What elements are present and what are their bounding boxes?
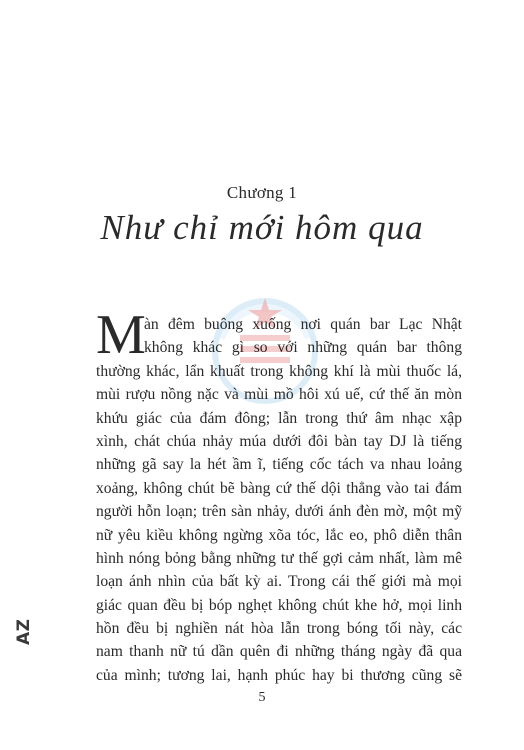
- text-line: của mình; tương lai, hạnh phúc hay bi thương cũng sẽ: [96, 666, 462, 684]
- text-line: àn đêm buông xuống nơi quán bar Lạc Nhật: [144, 316, 462, 333]
- text-line: hồn đều bị nghiền nát hòa lẫn trong bóng tối này, các: [96, 620, 462, 638]
- chapter-title: Như chỉ mới hôm qua: [100, 208, 424, 247]
- text-line: hình nóng bỏng bằng những tư thế gợi cảm nhất, làm mê: [96, 549, 462, 567]
- page-number: 5: [258, 690, 266, 705]
- body-paragraph: [96, 313, 462, 687]
- text-line: nữ yêu kiều không ngừng xõa tóc, lắc eo, phô diễn thân: [96, 526, 462, 544]
- text-line: thường khác, lẩn khuất trong không khí là mùi thuốc lá,: [96, 362, 462, 380]
- text-line: những gã say la hét ầm ĩ, tiếng cốc tách va nhau loảng: [96, 456, 462, 474]
- text-line: nam thanh nữ tú dần quên đi những tháng ngày đã qua: [96, 643, 462, 661]
- text-line: người hỗn loạn; trên sàn nhảy, dưới ánh đèn mờ, một mỹ: [96, 503, 462, 521]
- text-line: loạn ánh nhìn của bất kỳ ai. Trong cái thế giới mà mọi: [96, 573, 462, 591]
- text-line: xoảng, không chút bẽ bàng cứ thế dội thẳng vào tai đám: [96, 479, 462, 497]
- text-line: không khác gì so với những quán bar thông: [144, 339, 462, 357]
- drop-cap: M: [96, 304, 146, 366]
- text-line: xình, chát chúa nhảy múa dưới đôi bàn tay DJ là tiếng: [96, 432, 462, 450]
- chapter-label: Chương 1: [226, 183, 298, 202]
- text-line: mùi rượu nồng nặc và mùi mồ hôi xú uế, cứ thế ăn mòn: [96, 386, 462, 404]
- text-line: khứu giác của đám đông; lẫn trong thứ âm nhạc xập: [96, 409, 462, 427]
- publisher-logo: AZ: [14, 618, 34, 645]
- text-line: giác quan đều bị bóp nghẹt không chút khe hở, mọi linh: [96, 596, 462, 614]
